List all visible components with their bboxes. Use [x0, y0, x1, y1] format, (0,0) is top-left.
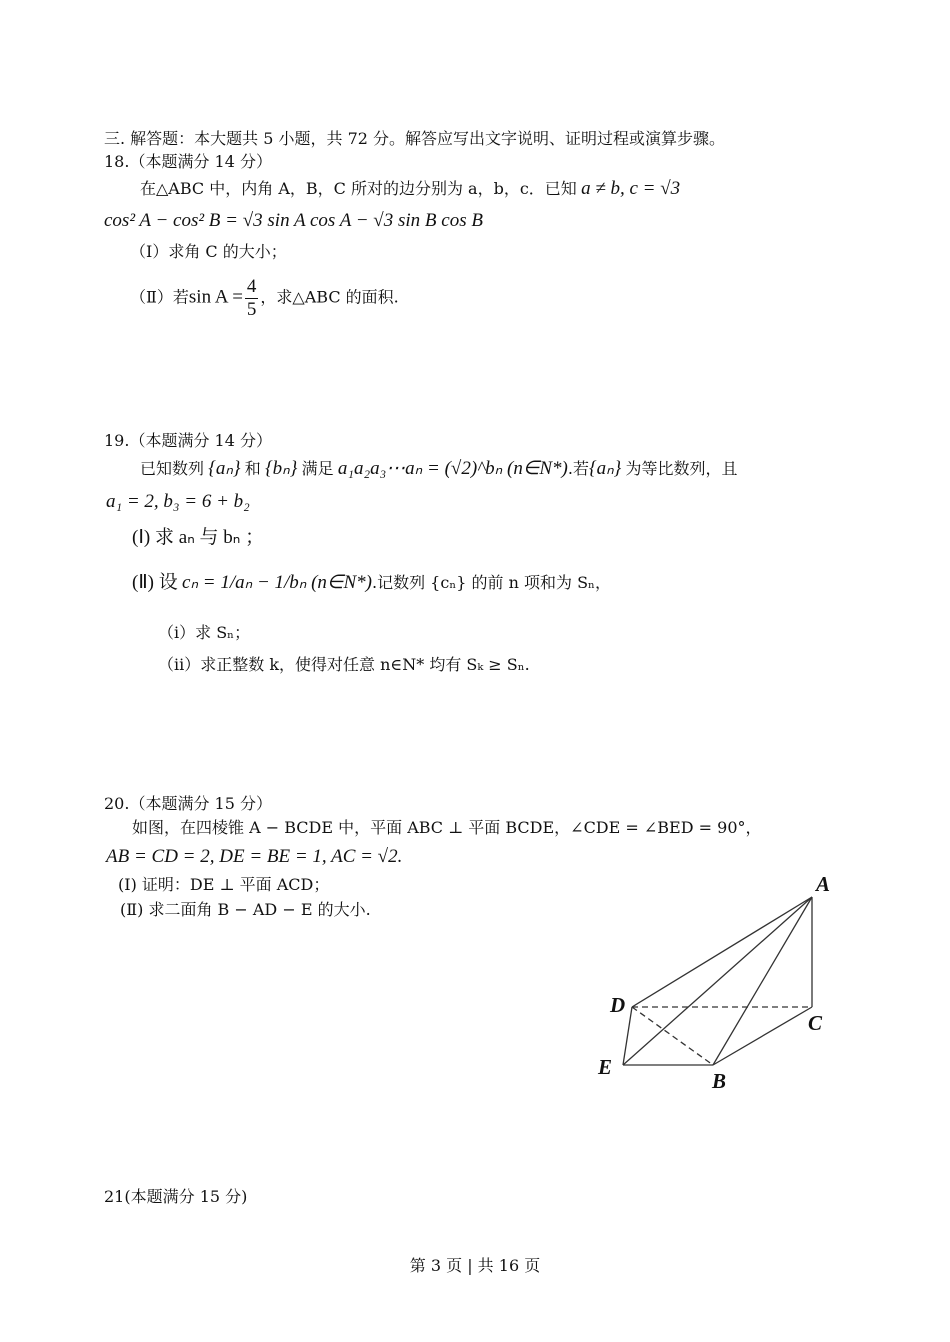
page-footer — [0, 1253, 950, 1276]
q19-seq-b: {bₙ} — [265, 458, 298, 479]
q20-part2 — [120, 899, 371, 921]
q19-stem — [140, 458, 738, 480]
edge-AE — [623, 897, 812, 1065]
q19-given: a₁ = 2, b₃ = 6 + b₂ — [106, 491, 250, 512]
label-D: D — [610, 993, 626, 1017]
section-header-text: 三. 解答题：本大题共 5 小题，共 72 分。解答应写出文字说明、证明过程或演算步骤。 — [104, 129, 726, 148]
q19-sub-i: （i）求 Sₙ； — [158, 623, 251, 642]
label-A: A — [816, 872, 831, 896]
edge-AB — [713, 897, 812, 1065]
q18-fraction — [245, 276, 259, 321]
q19-stem-text4: 为等比数列，且 — [625, 459, 738, 478]
q19-stem-text3: .若 — [567, 459, 589, 478]
label-C: C — [808, 1011, 823, 1035]
q18-part2-suffix: ，求△ABC 的面积. — [260, 287, 399, 307]
q20-part1 — [118, 874, 329, 896]
edge-BC — [713, 1007, 812, 1065]
q20-given: AB = CD = 2, DE = BE = 1, AC = √2. — [106, 846, 403, 867]
q18-part1: （Ⅰ）求角 C 的大小； — [130, 242, 287, 261]
q18-stem — [140, 178, 680, 200]
q18-part2-lhs: sin A = — [188, 286, 243, 308]
q19-stem-text2: 满足 — [301, 459, 334, 478]
q19-part2 — [132, 572, 611, 594]
section-header — [104, 128, 725, 150]
q21-title: 21(本题满分 15 分) — [104, 1187, 248, 1206]
q19-part1 — [132, 527, 264, 549]
q18-part2 — [130, 276, 399, 321]
q19-part2-suffix: .记数列 {cₙ} 的前 n 项和为 Sₙ， — [372, 573, 611, 592]
frac-denominator: 5 — [246, 299, 257, 320]
q20-part1-text: (Ⅰ) 证明：DE ⊥ 平面 ACD； — [118, 875, 330, 894]
edge-DB-hidden — [632, 1007, 713, 1065]
q19-seq-a: {aₙ} — [208, 458, 241, 479]
q19-product: a₁a₂a₃⋯aₙ = (√2)^bₙ (n∈N*) — [337, 458, 568, 479]
q19-part2-def: cₙ = 1/aₙ − 1/bₙ (n∈N*) — [182, 572, 372, 593]
pyramid-figure — [590, 865, 850, 1095]
q20-stem-text: 如图，在四棱锥 A − BCDE 中，平面 ABC ⊥ 平面 BCDE，∠CDE = ∠BED = 90°， — [132, 818, 762, 837]
q18-equation-text: cos² A − cos² B = √3 sin A cos A − √3 sin B cos B — [104, 210, 483, 231]
frac-numerator: 4 — [246, 276, 257, 297]
q18-stem-text: 在△ABC 中，内角 A，B，C 所对的边分别为 a，b，c．已知 — [140, 179, 577, 198]
q20-title: 20.（本题满分 15 分） — [104, 794, 272, 813]
q18-title: 18.（本题满分 14 分） — [104, 152, 272, 171]
q18-given: a ≠ b, c = √3 — [581, 178, 681, 199]
q20-part2-text: (Ⅱ) 求二面角 B − AD − E 的大小. — [120, 900, 371, 919]
page-number: 第 3 页 | 共 16 页 — [409, 1256, 541, 1275]
q20-stem — [132, 817, 762, 839]
edge-AD — [632, 897, 812, 1007]
q19-part2-prefix: (Ⅱ) 设 — [132, 572, 178, 593]
q19-seq-a-2: {aₙ} — [588, 458, 622, 479]
q19-part1-text: (Ⅰ) 求 aₙ 与 bₙ ； — [132, 527, 265, 548]
label-E: E — [598, 1055, 613, 1079]
q19-stem-and: 和 — [244, 459, 261, 478]
q19-sub-ii: （ii）求正整数 k，使得对任意 n∈N* 均有 Sₖ ≥ Sₙ. — [158, 655, 530, 674]
label-B: B — [712, 1069, 727, 1093]
q18-equation — [104, 210, 483, 232]
q18-part2-prefix: （Ⅱ）若 — [130, 287, 189, 307]
q19-stem-text1: 已知数列 — [140, 459, 205, 478]
q19-title: 19.（本题满分 14 分） — [104, 431, 272, 450]
